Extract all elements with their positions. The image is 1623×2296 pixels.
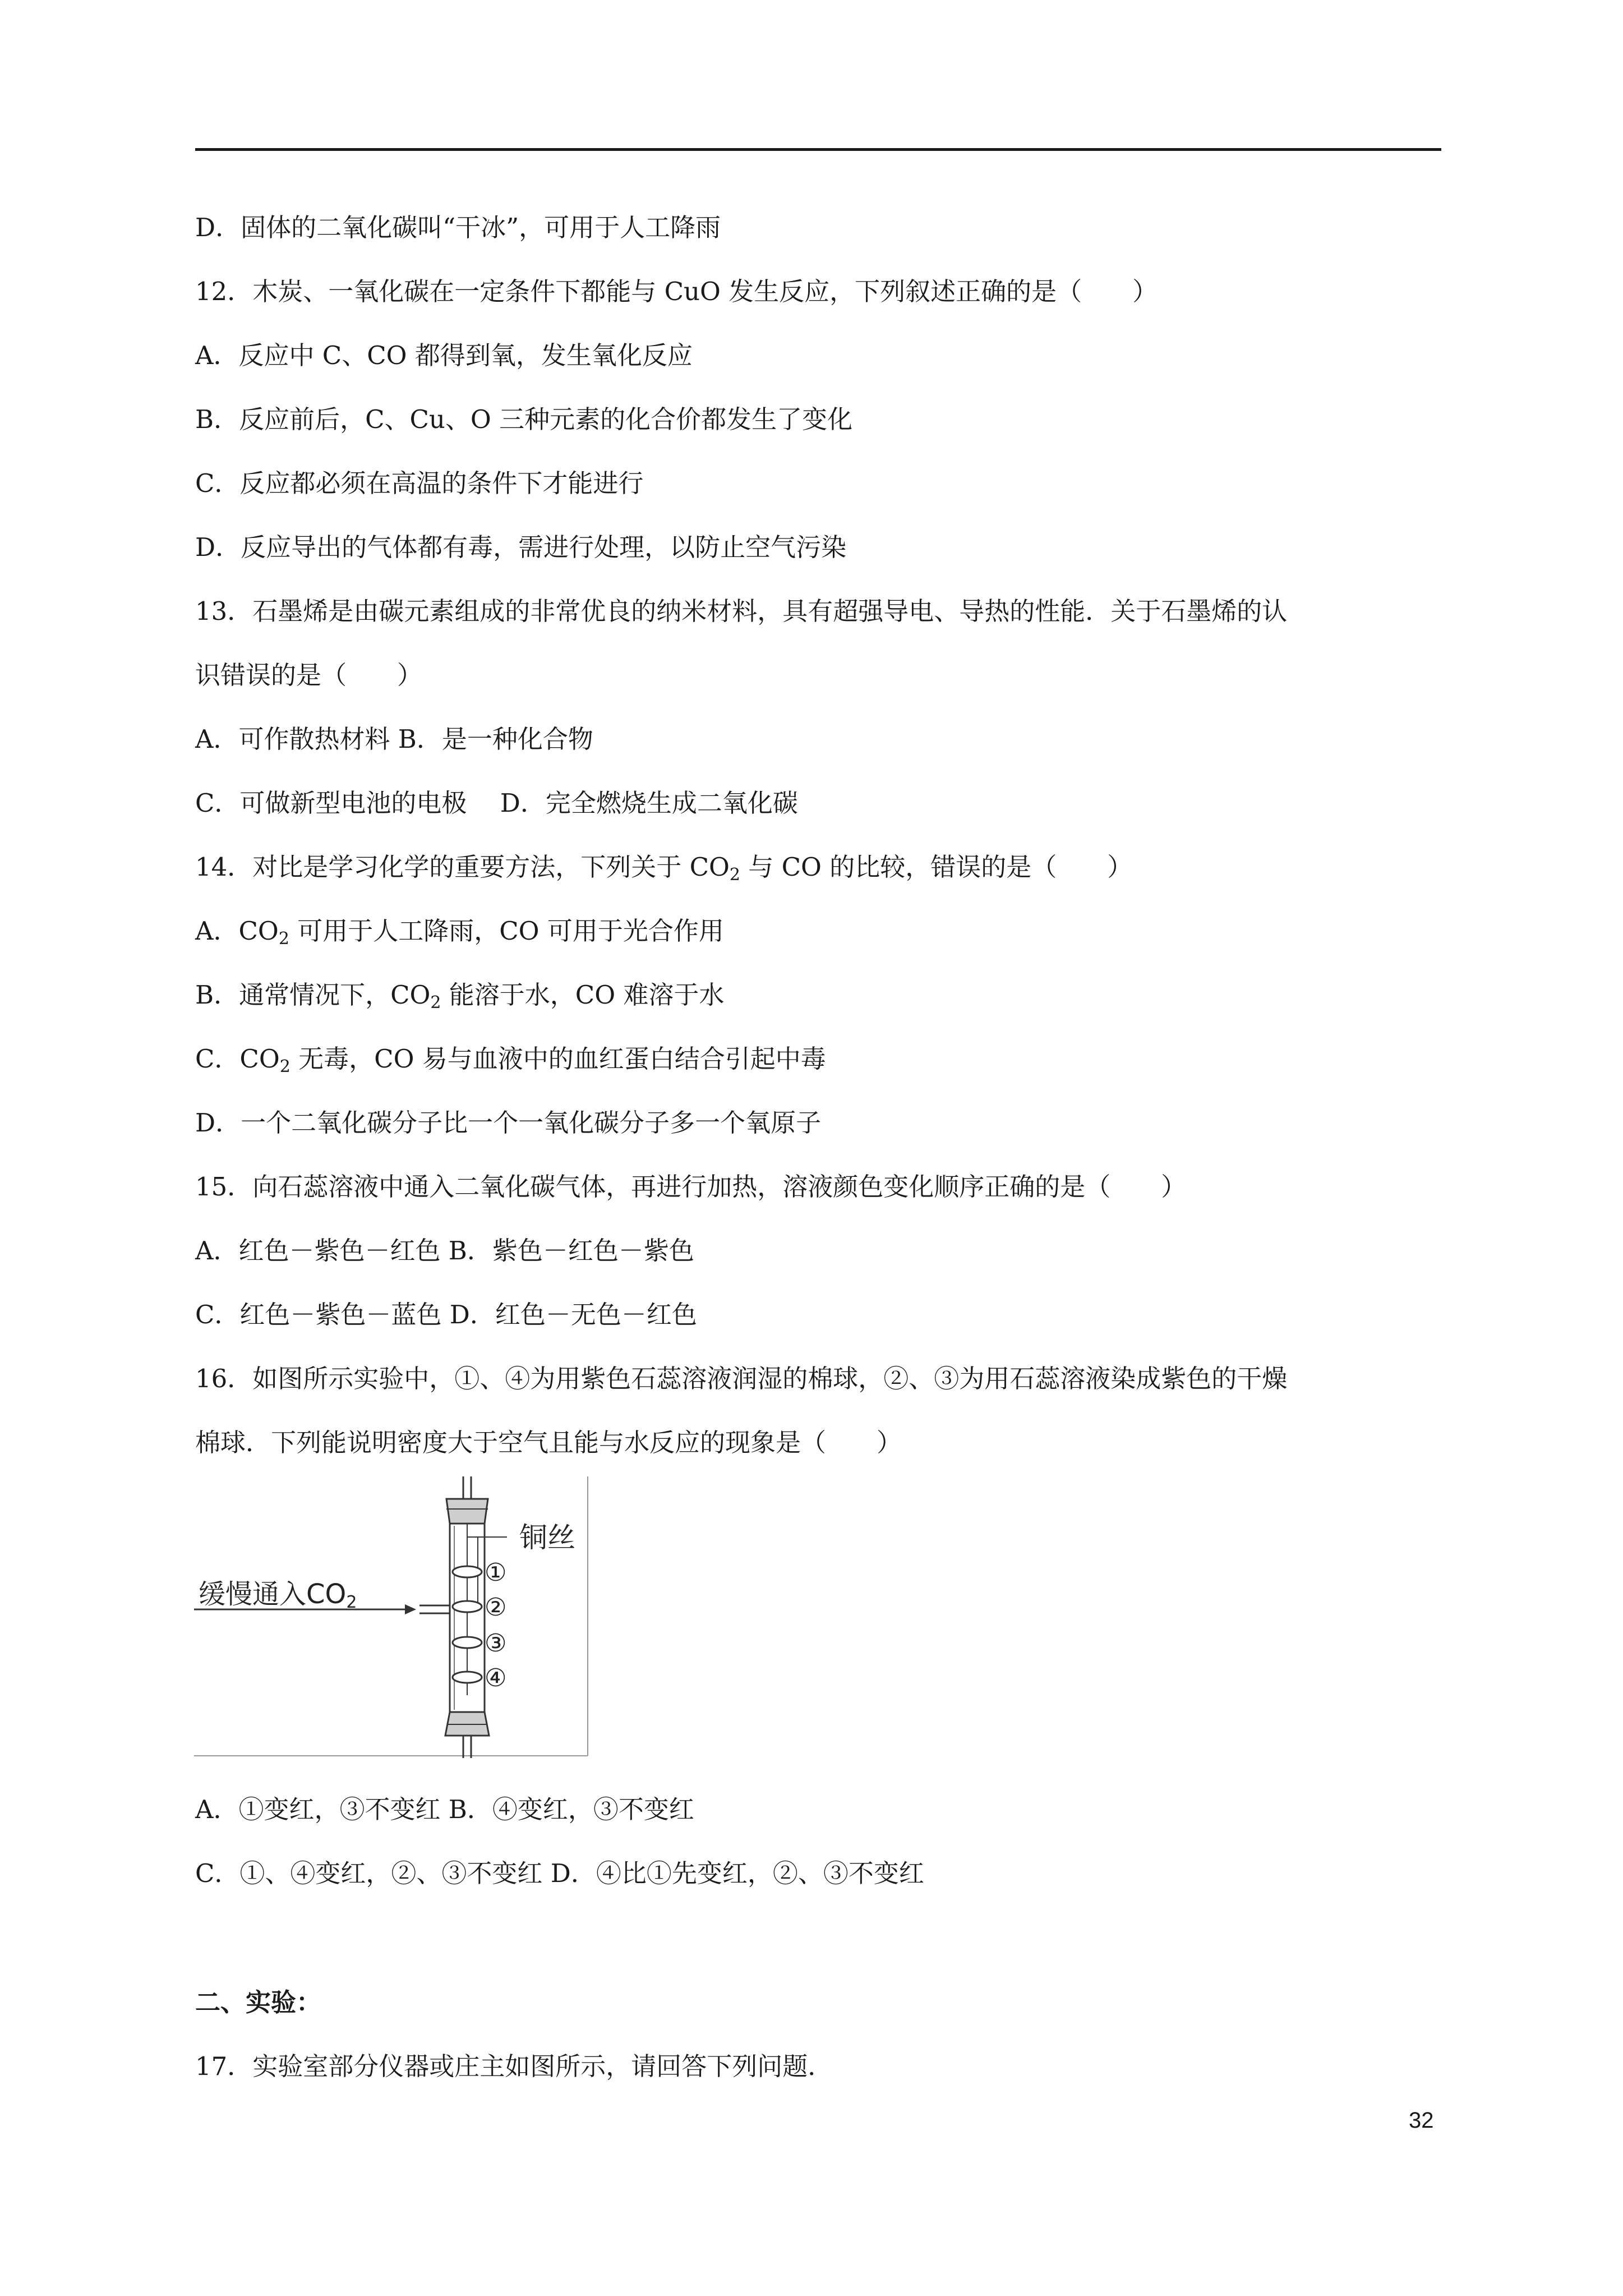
section-heading-experiment: 二、实验： [195,1987,322,2017]
header-rule [195,148,1441,151]
q16-options-cd: C．①、④变红，②、③不变红 D．④比①先变红，②、③不变红 [195,1858,924,1888]
q14-c-end: 无毒，CO 易与血液中的血红蛋白结合引起中毒 [290,1044,826,1074]
top-stopper [446,1499,488,1524]
q14-text-end: 与 CO 的比较，错误的是（ ） [740,852,1133,882]
inlet-label-subscript: 2 [346,1593,357,1612]
q13-options-cd: C．可做新型电池的电极 D．完全燃烧生成二氧化碳 [195,788,798,818]
cotton-ball-1 [453,1566,482,1577]
question-13-line-2: 识错误的是（ ） [195,660,423,690]
q14-a-end: 可用于人工降雨，CO 可用于光合作用 [289,916,724,946]
question-13-line-1: 13．石墨烯是由碳元素组成的非常优良的纳米材料，具有超强导电、导热的性能．关于石墨烯的认 [195,596,1288,626]
co2-experiment-figure [193,1476,589,1758]
label-ball-3: ③ [485,1629,507,1658]
label-ball-1: ① [485,1558,507,1587]
cotton-ball-2 [453,1601,482,1612]
q15-options-cd: C．红色－紫色－蓝色 D．红色－无色－红色 [195,1300,697,1329]
arrow-head [405,1604,416,1614]
cotton-ball-3 [453,1637,482,1648]
subscript-2: 2 [430,993,441,1013]
q16-options-ab: A．①变红，③不变红 B．④变红，③不变红 [195,1795,694,1824]
q14-option-b [195,978,724,1012]
q14-c-start: C．CO [195,1044,280,1074]
question-17: 17．实验室部分仪器或庄主如图所示，请回答下列问题． [195,2051,833,2081]
q14-option-c [195,1042,826,1076]
q13-options-ab: A．可作散热材料 B．是一种化合物 [195,724,593,754]
label-ball-2: ② [485,1593,507,1622]
q14-b-end: 能溶于水，CO 难溶于水 [441,980,725,1010]
q11-option-d: D．固体的二氧化碳叫“干冰”，可用于人工降雨 [195,213,721,242]
question-12: 12．木炭、一氧化碳在一定条件下都能与 CuO 发生反应，下列叙述正确的是（ ） [195,277,1158,306]
q12-option-d: D．反应导出的气体都有毒，需进行处理，以防止空气污染 [195,532,847,562]
cotton-ball-4 [453,1672,482,1683]
inlet-label-text: 缓慢通入CO [199,1579,347,1610]
apparatus-diagram [193,1476,589,1758]
q14-option-d: D．一个二氧化碳分子比一个一氧化碳分子多一个氧原子 [195,1108,822,1138]
inlet-label [199,1579,357,1612]
page-number: 32 [1409,2108,1434,2133]
question-15: 15．向石蕊溶液中通入二氧化碳气体，再进行加热，溶液颜色变化顺序正确的是（ ） [195,1172,1187,1202]
q14-option-a [195,914,724,948]
question-16-line-1: 16．如图所示实验中，①、④为用紫色石蕊溶液润湿的棉球，②、③为用石蕊溶液染成紫色的干燥 [195,1364,1288,1393]
question-16-line-2: 棉球．下列能说明密度大于空气且能与水反应的现象是（ ） [195,1428,902,1457]
question-14 [195,850,1132,884]
label-ball-4: ④ [485,1664,507,1692]
copper-wire-label: 铜丝 [519,1521,575,1554]
q12-option-a: A．反应中 C、CO 都得到氧，发生氧化反应 [195,341,693,370]
q14-a-start: A．CO [195,916,279,946]
subscript-2: 2 [729,865,740,885]
q14-b-start: B．通常情况下，CO [195,980,431,1010]
q15-options-ab: A．红色－紫色－红色 B．紫色－红色－紫色 [195,1236,694,1266]
q12-option-b: B．反应前后，C、Cu、O 三种元素的化合价都发生了变化 [195,404,853,434]
q14-text-start: 14．对比是学习化学的重要方法，下列关于 CO [195,852,730,882]
subscript-2: 2 [279,1057,291,1076]
q12-option-c: C．反应都必须在高温的条件下才能进行 [195,468,644,498]
subscript-2: 2 [278,929,289,949]
